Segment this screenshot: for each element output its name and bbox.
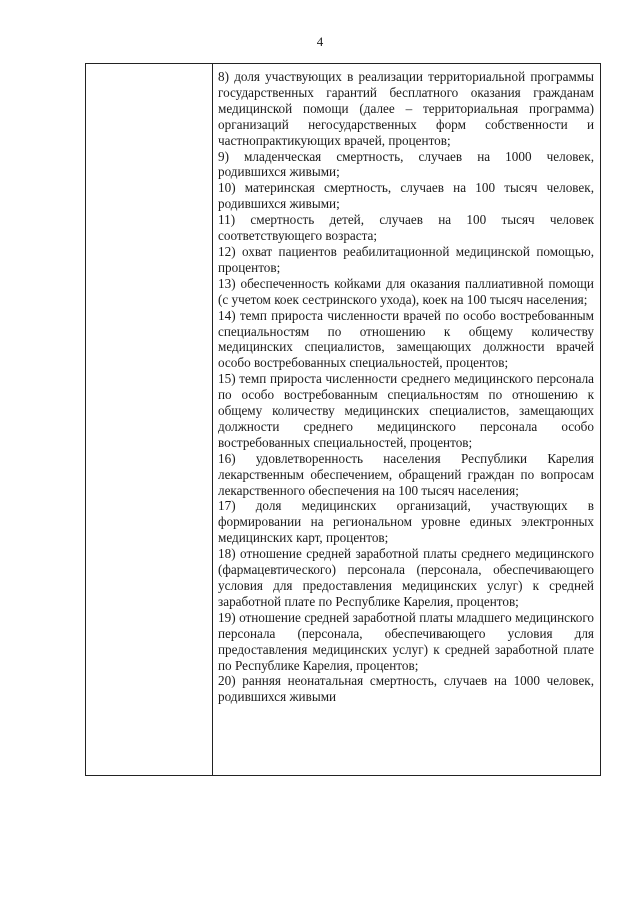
page-number: 4 [316,34,324,49]
indicator-item: 8) доля участвующих в реализации территориальной программы государственных гарантий бесплатного оказания гражданам медицинской помощи (далее – территориальная программа) организаций негосударственных форм собственности и частнопрактикующих врачей, процентов; [218,69,594,148]
indicator-item: 20) ранняя неонатальная смертность, случаев на 1000 человек, родившихся живыми [218,673,594,705]
indicator-item: 16) удовлетворенность населения Республики Карелия лекарственным обеспечением, обращений граждан по вопросам лекарственного обеспечения на 100 тысяч населения; [218,450,594,498]
indicator-item: 18) отношение средней заработной платы среднего медицинского (фармацевтического) персонала (персонала, обеспечивающего условия для предоставления медицинских услуг) к средней заработной плате по Республике Карелия, процентов; [218,546,594,609]
indicator-item: 17) доля медицинских организаций, участвующих в формировании на региональном уровне единых электронных медицинских карт, процентов; [218,498,594,546]
indicator-item: 10) материнская смертность, случаев на 100 тысяч человек, родившихся живыми; [218,180,594,212]
indicator-item: 9) младенческая смертность, случаев на 1000 человек, родившихся живыми; [218,148,594,180]
indicators-table [85,63,601,776]
indicator-item: 11) смертность детей, случаев на 100 тысяч человек соответствующего возраста; [218,212,594,244]
indicator-item: 15) темп прироста численности среднего медицинского персонала по особо востребованным специальностям по отношению к общему количеству медицинских специалистов, замещающих должности среднего медицинского персонала особо востребованных специальностей, процентов; [218,371,594,450]
indicator-item: 13) обеспеченность койками для оказания паллиативной помощи (с учетом коек сестринского ухода), коек на 100 тысяч населения; [218,275,594,307]
table-left-cell [86,64,213,775]
table-right-cell [218,69,594,705]
indicator-item: 19) отношение средней заработной платы младшего медицинского персонала (персонала, обеспечивающего условия для предоставления медицинских услуг) к средней заработной плате по Республике Карелия, процентов; [218,609,594,673]
indicator-item: 12) охват пациентов реабилитационной медицинской помощью, процентов; [218,243,594,275]
indicator-item: 14) темп прироста численности врачей по особо востребованным специальностям по отношению к общему количеству медицинских специалистов, замещающих должности врачей особо востребованных специальностей, процентов; [218,307,594,371]
